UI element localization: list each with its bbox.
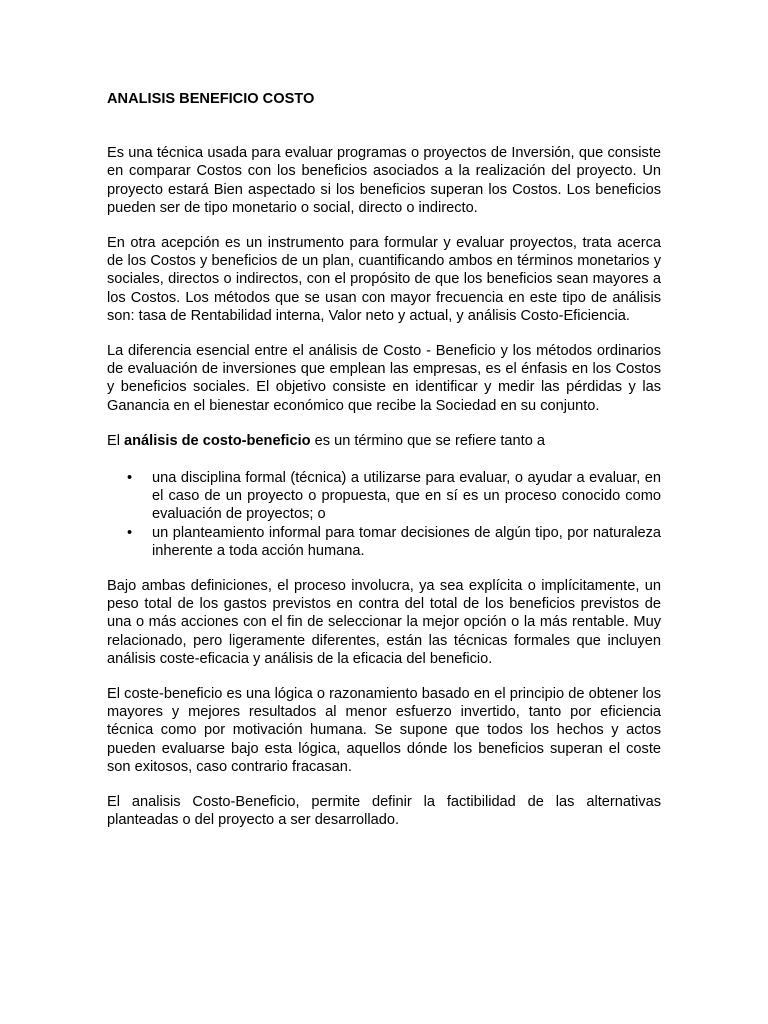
- paragraph-alternate-meaning: En otra acepción es un instrumento para formular y evaluar proyectos, trata acerca de los Costos y beneficios de un plan, cuantificando ambos en términos monetarios y sociales, directos o indirectos, con el propósito de que los beneficios sean mayores a los Costos. Los métodos que se usan con mayor frecuencia en este tipo de análisis son: tasa de Rentabilidad interna, Valor neto y actual, y análisis Costo-Eficiencia.: [107, 235, 661, 324]
- list-item-text: una disciplina formal (técnica) a utilizarse para evaluar, o ayudar a evaluar, en el caso de un proyecto o propuesta, que en sí es un proceso conocido como evaluación de proyectos; o: [152, 470, 661, 523]
- paragraph-feasibility: El analisis Costo-Beneficio, permite definir la factibilidad de las alternativas planteadas o del proyecto a ser desarrollado.: [107, 794, 661, 829]
- paragraph-definition: Es una técnica usada para evaluar programas o proyectos de Inversión, que consiste en comparar Costos con los beneficios asociados a la realización del proyecto. Un proyecto estará Bien aspectado si los beneficios superan los Costos. Los beneficios pueden ser de tipo monetario o social, directo o indirecto.: [107, 145, 661, 216]
- list-item: [107, 469, 661, 524]
- paragraph-logic: El coste-beneficio es una lógica o razonamiento basado en el principio de obtener los mayores y mejores resultados al menor esfuerzo invertido, tanto por eficiencia técnica como por motivación humana. Se supone que todos los hechos y actos pueden evaluarse bajo esta lógica, aquellos dónde los beneficios superan el coste son exitosos, caso contrario fracasan.: [107, 686, 661, 775]
- bullet-icon: •: [127, 524, 133, 541]
- intro-suffix: es un término que se refiere tanto a: [310, 432, 546, 449]
- intro-prefix: El: [107, 432, 125, 449]
- document-title: ANALISIS BENEFICIO COSTO: [107, 91, 315, 107]
- bullet-list: [107, 469, 661, 560]
- paragraph-intro: [107, 432, 661, 450]
- document-page: [107, 90, 661, 847]
- bullet-icon: •: [127, 470, 133, 487]
- paragraph-definitions-process: Bajo ambas definiciones, el proceso involucra, ya sea explícita o implícitamente, un peso total de los gastos previstos en contra del total de los beneficios previstos de una o más acciones con el fin de seleccionar la mejor opción o la más rentable. Muy relacionado, pero ligeramente diferentes, están las técnicas formales que incluyen análisis coste-eficacia y análisis de la eficacia del beneficio.: [107, 578, 661, 667]
- list-item-text: un planteamiento informal para tomar decisiones de algún tipo, por naturaleza inherente a toda acción humana.: [152, 524, 661, 559]
- paragraph-difference: La diferencia esencial entre el análisis de Costo - Beneficio y los métodos ordinarios de evaluación de inversiones que emplean las empresas, es el énfasis en los Costos y beneficios sociales. El objetivo consiste en identificar y medir las pérdidas y las Ganancia en el bienestar económico que recibe la Sociedad en su conjunto.: [107, 343, 661, 414]
- intro-bold-term: análisis de costo-beneficio: [124, 432, 311, 449]
- list-item: [107, 524, 661, 560]
